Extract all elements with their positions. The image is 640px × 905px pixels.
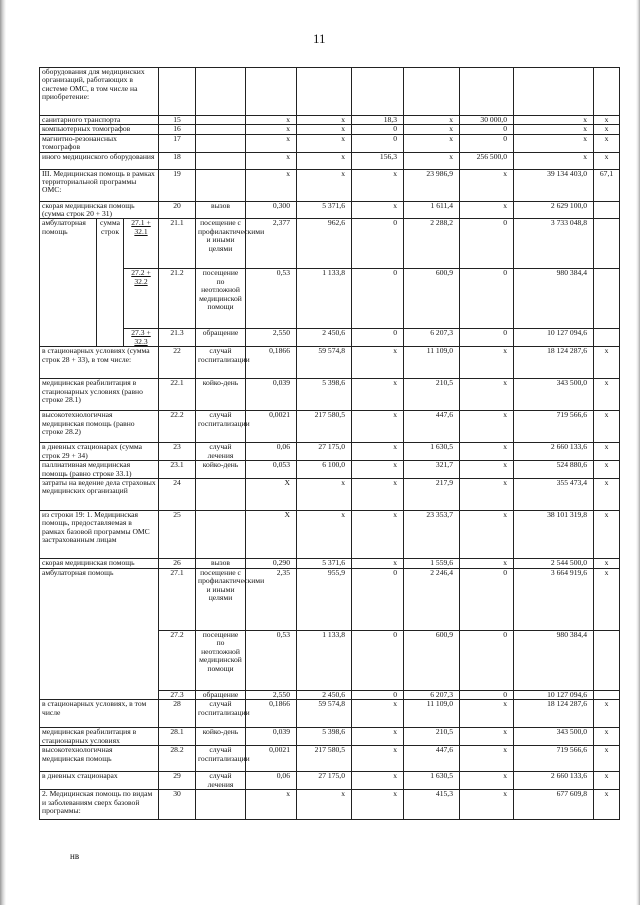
value-c6: 980 384,4 xyxy=(514,631,594,691)
value-c4: 23 353,7 xyxy=(404,511,460,559)
row-label: затраты на ведение дела страховых медицинских организаций xyxy=(40,479,159,511)
value-c3: x xyxy=(352,201,404,219)
row-label: иного медицинского оборудования xyxy=(40,152,159,169)
row-reference: 27.2 + 32.2 xyxy=(124,269,159,329)
value-c6: x xyxy=(514,116,594,125)
value-c7: x xyxy=(594,152,620,169)
row-number xyxy=(159,68,196,116)
value-c4: 321,7 xyxy=(404,461,460,479)
value-c5: 0 xyxy=(460,569,514,631)
value-c5: 256 500,0 xyxy=(460,152,514,169)
value-c3: x xyxy=(352,559,404,569)
value-c5: x xyxy=(460,479,514,511)
table-row xyxy=(40,728,620,746)
unit-of-measure xyxy=(196,152,246,169)
value-c3: 0 xyxy=(352,329,404,347)
unit-of-measure: обращение xyxy=(196,691,246,700)
value-c1: 2,35 xyxy=(246,569,297,631)
value-c7 xyxy=(594,269,620,329)
value-c3: x xyxy=(352,169,404,201)
table-row xyxy=(40,134,620,152)
unit-of-measure: вызов xyxy=(196,559,246,569)
row-number: 21.3 xyxy=(159,329,196,347)
value-c1: 0,1866 xyxy=(246,700,297,728)
row-label: скорая медицинская помощь xyxy=(40,559,159,569)
row-number: 22 xyxy=(159,347,196,379)
value-c7: x xyxy=(594,461,620,479)
value-c5 xyxy=(460,68,514,116)
value-c3 xyxy=(352,68,404,116)
table-row xyxy=(40,479,620,511)
value-c3: 0 xyxy=(352,134,404,152)
value-c1: 0,0021 xyxy=(246,411,297,443)
row-number: 15 xyxy=(159,116,196,125)
value-c4: 210,5 xyxy=(404,379,460,411)
value-c3: 156,3 xyxy=(352,152,404,169)
row-label: в стационарных условиях (сумма строк 28 + 33), в том числе: xyxy=(40,347,159,379)
row-number: 30 xyxy=(159,790,196,820)
value-c1: 0,06 xyxy=(246,443,297,461)
row-reference: 27.3 + 32.3 xyxy=(124,329,159,347)
value-c2: 59 574,8 xyxy=(297,347,352,379)
value-c4: 217,9 xyxy=(404,479,460,511)
unit-of-measure xyxy=(196,169,246,201)
table-row xyxy=(40,329,620,347)
value-c3: 0 xyxy=(352,569,404,631)
value-c7: x xyxy=(594,411,620,443)
row-number: 23 xyxy=(159,443,196,461)
table-row xyxy=(40,347,620,379)
value-c5: x xyxy=(460,379,514,411)
value-c3: x xyxy=(352,772,404,790)
value-c7: x xyxy=(594,116,620,125)
value-c3: x xyxy=(352,511,404,559)
value-c4: 1 630,5 xyxy=(404,443,460,461)
value-c6: x xyxy=(514,125,594,134)
unit-of-measure xyxy=(196,68,246,116)
value-c3: 0 xyxy=(352,125,404,134)
value-c6: 18 124 287,6 xyxy=(514,347,594,379)
row-number: 27.3 xyxy=(159,691,196,700)
value-c1: 2,550 xyxy=(246,691,297,700)
unit-of-measure xyxy=(196,511,246,559)
row-label: высокотехнологичная медицинская помощь xyxy=(40,746,159,772)
value-c4: 600,9 xyxy=(404,631,460,691)
row-number: 18 xyxy=(159,152,196,169)
ambulatory-label: амбулаторная помощь xyxy=(40,219,97,347)
row-number: 28.1 xyxy=(159,728,196,746)
value-c3: x xyxy=(352,461,404,479)
value-c5: x xyxy=(460,169,514,201)
row-number: 17 xyxy=(159,134,196,152)
value-c2: x xyxy=(297,134,352,152)
row-label: высокотехнологичная медицинская помощь (равно строке 28.2) xyxy=(40,411,159,443)
value-c2: 962,6 xyxy=(297,219,352,269)
value-c1: 0,039 xyxy=(246,379,297,411)
value-c4: 447,6 xyxy=(404,746,460,772)
row-label: медицинская реабилитация в стационарных условиях (равно строке 28.1) xyxy=(40,379,159,411)
row-number: 27.1 xyxy=(159,569,196,631)
table-row xyxy=(40,269,620,329)
unit-of-measure: посещение с профилактическими и иными целями xyxy=(196,569,246,631)
value-c2: 27 175,0 xyxy=(297,772,352,790)
table-row xyxy=(40,411,620,443)
value-c7: x xyxy=(594,443,620,461)
table-row xyxy=(40,68,620,116)
row-number: 29 xyxy=(159,772,196,790)
table-row xyxy=(40,559,620,569)
table-row xyxy=(40,169,620,201)
unit-of-measure xyxy=(196,479,246,511)
value-c7: x xyxy=(594,379,620,411)
value-c7: x xyxy=(594,569,620,631)
value-c1: 0,1866 xyxy=(246,347,297,379)
value-c2: 1 133,8 xyxy=(297,269,352,329)
value-c5: x xyxy=(460,411,514,443)
row-number: 25 xyxy=(159,511,196,559)
value-c7: x xyxy=(594,347,620,379)
table-row xyxy=(40,569,620,631)
row-number: 22.1 xyxy=(159,379,196,411)
value-c6: 719 566,6 xyxy=(514,411,594,443)
value-c6: 524 880,6 xyxy=(514,461,594,479)
value-c1: 2,550 xyxy=(246,329,297,347)
row-number: 24 xyxy=(159,479,196,511)
value-c1: x xyxy=(246,116,297,125)
unit-of-measure: случай госпитализации xyxy=(196,411,246,443)
value-c5: 0 xyxy=(460,269,514,329)
value-c5: 0 xyxy=(460,329,514,347)
row-label: санитарного транспорта xyxy=(40,116,159,125)
row-label: компьютерных томографов xyxy=(40,125,159,134)
value-c6: 719 566,6 xyxy=(514,746,594,772)
value-c1: X xyxy=(246,479,297,511)
value-c7: x xyxy=(594,700,620,728)
value-c6: 38 101 319,8 xyxy=(514,511,594,559)
value-c2: 217 580,5 xyxy=(297,746,352,772)
value-c7: x xyxy=(594,790,620,820)
scan-edge-left xyxy=(0,0,6,905)
value-c7: x xyxy=(594,134,620,152)
value-c4: 11 109,0 xyxy=(404,700,460,728)
table-row xyxy=(40,700,620,728)
value-c7: x xyxy=(594,772,620,790)
value-c4: 415,3 xyxy=(404,790,460,820)
value-c3: x xyxy=(352,411,404,443)
table-row xyxy=(40,772,620,790)
row-reference: 27.1 + 32.1 xyxy=(124,219,159,269)
table-row xyxy=(40,511,620,559)
value-c7 xyxy=(594,329,620,347)
value-c2: x xyxy=(297,116,352,125)
row-label: медицинская реабилитация в стационарных условиях xyxy=(40,728,159,746)
table-row xyxy=(40,461,620,479)
value-c6: 39 134 403,0 xyxy=(514,169,594,201)
unit-of-measure: случай госпитализации xyxy=(196,347,246,379)
value-c3: 0 xyxy=(352,219,404,269)
row-number: 16 xyxy=(159,125,196,134)
value-c6: 343 500,0 xyxy=(514,728,594,746)
value-c2: 59 574,8 xyxy=(297,700,352,728)
value-c3: x xyxy=(352,443,404,461)
unit-of-measure xyxy=(196,134,246,152)
value-c3: x xyxy=(352,728,404,746)
value-c2: x xyxy=(297,790,352,820)
value-c6: 18 124 287,6 xyxy=(514,700,594,728)
value-c5: x xyxy=(460,790,514,820)
row-number: 22.2 xyxy=(159,411,196,443)
value-c1: 0,0021 xyxy=(246,746,297,772)
value-c2: 27 175,0 xyxy=(297,443,352,461)
value-c5: x xyxy=(460,201,514,219)
value-c1: 0,300 xyxy=(246,201,297,219)
value-c2: 1 133,8 xyxy=(297,631,352,691)
value-c5: x xyxy=(460,728,514,746)
value-c2: 5 398,6 xyxy=(297,728,352,746)
value-c6 xyxy=(514,68,594,116)
value-c3: 0 xyxy=(352,631,404,691)
value-c5: 0 xyxy=(460,631,514,691)
value-c7: x xyxy=(594,746,620,772)
value-c3: x xyxy=(352,790,404,820)
value-c7: x xyxy=(594,125,620,134)
value-c5: x xyxy=(460,700,514,728)
row-label: III. Медицинская помощь в рамках территориальной программы ОМС: xyxy=(40,169,159,201)
footer-mark: нв xyxy=(70,851,80,861)
value-c3: x xyxy=(352,479,404,511)
table-row xyxy=(40,201,620,219)
value-c5: x xyxy=(460,347,514,379)
row-label: в стационарных условиях, в том числе xyxy=(40,700,159,728)
value-c2: 5 371,6 xyxy=(297,559,352,569)
program-cost-table xyxy=(39,67,620,820)
row-label: паллиативная медицинская помощь (равно строке 33.1) xyxy=(40,461,159,479)
value-c1: 0,053 xyxy=(246,461,297,479)
unit-of-measure: случай лечения xyxy=(196,443,246,461)
unit-of-measure xyxy=(196,125,246,134)
value-c4: 6 207,3 xyxy=(404,691,460,700)
value-c2 xyxy=(297,68,352,116)
value-c7: 67,1 xyxy=(594,169,620,201)
value-c6: 2 660 133,6 xyxy=(514,443,594,461)
row-number: 20 xyxy=(159,201,196,219)
sum-of-rows-label: сумма строк xyxy=(97,219,124,347)
value-c2: 6 100,0 xyxy=(297,461,352,479)
value-c4: 11 109,0 xyxy=(404,347,460,379)
table-row xyxy=(40,746,620,772)
value-c4: 600,9 xyxy=(404,269,460,329)
unit-of-measure: койко-день xyxy=(196,461,246,479)
value-c7 xyxy=(594,201,620,219)
value-c1 xyxy=(246,68,297,116)
value-c5: 0 xyxy=(460,125,514,134)
value-c3: 0 xyxy=(352,691,404,700)
value-c4: 23 986,9 xyxy=(404,169,460,201)
row-label: скорая медицинская помощь (сумма строк 20 + 31) xyxy=(40,201,159,219)
table-row xyxy=(40,379,620,411)
value-c2: 955,9 xyxy=(297,569,352,631)
value-c4 xyxy=(404,68,460,116)
value-c4: x xyxy=(404,125,460,134)
row-label: оборудования для медицинских организаций, работающих в системе ОМС, в том числе на приобретение: xyxy=(40,68,159,116)
value-c2: x xyxy=(297,152,352,169)
unit-of-measure: посещение по неотложной медицинской помощи xyxy=(196,269,246,329)
value-c1: 0,06 xyxy=(246,772,297,790)
unit-of-measure: случай госпитализации xyxy=(196,700,246,728)
table-row xyxy=(40,125,620,134)
value-c2: x xyxy=(297,479,352,511)
value-c5: 0 xyxy=(460,134,514,152)
row-number: 26 xyxy=(159,559,196,569)
value-c7: x xyxy=(594,728,620,746)
unit-of-measure: случай лечения xyxy=(196,772,246,790)
row-number: 19 xyxy=(159,169,196,201)
row-label: амбулаторная помощь xyxy=(40,569,159,700)
value-c4: 2 288,2 xyxy=(404,219,460,269)
value-c1: X xyxy=(246,511,297,559)
value-c1: 0,039 xyxy=(246,728,297,746)
value-c1: x xyxy=(246,134,297,152)
row-label: в дневных стационарах (сумма строк 29 + 34) xyxy=(40,443,159,461)
value-c4: 1 559,6 xyxy=(404,559,460,569)
value-c3: x xyxy=(352,379,404,411)
value-c1: 0,53 xyxy=(246,269,297,329)
table-row xyxy=(40,152,620,169)
row-label: 2. Медицинская помощь по видам и заболеваниям сверх базовой программы: xyxy=(40,790,159,820)
value-c1: 0,53 xyxy=(246,631,297,691)
value-c1: x xyxy=(246,152,297,169)
value-c7: x xyxy=(594,511,620,559)
unit-of-measure: вызов xyxy=(196,201,246,219)
table-row xyxy=(40,790,620,820)
value-c6: 980 384,4 xyxy=(514,269,594,329)
scan-edge-right xyxy=(636,0,640,905)
value-c2: x xyxy=(297,169,352,201)
value-c3: x xyxy=(352,746,404,772)
value-c7: x xyxy=(594,479,620,511)
row-label: в дневных стационарах xyxy=(40,772,159,790)
value-c4: 2 246,4 xyxy=(404,569,460,631)
value-c6: 10 127 094,6 xyxy=(514,329,594,347)
value-c6: x xyxy=(514,152,594,169)
row-label: из строки 19: 1. Медицинская помощь, предоставляемая в рамках базовой программы ОМС застрахованным лицам xyxy=(40,511,159,559)
value-c2: x xyxy=(297,125,352,134)
value-c5: 30 000,0 xyxy=(460,116,514,125)
value-c4: x xyxy=(404,134,460,152)
value-c6: 2 629 100,0 xyxy=(514,201,594,219)
unit-of-measure: койко-день xyxy=(196,379,246,411)
value-c4: 447,6 xyxy=(404,411,460,443)
value-c2: 5 398,6 xyxy=(297,379,352,411)
unit-of-measure: посещение по неотложной медицинской помощи xyxy=(196,631,246,691)
value-c5: 0 xyxy=(460,691,514,700)
value-c7: x xyxy=(594,559,620,569)
value-c5: x xyxy=(460,511,514,559)
page-number: 11 xyxy=(313,31,326,46)
value-c5: x xyxy=(460,461,514,479)
value-c7 xyxy=(594,219,620,269)
value-c2: x xyxy=(297,511,352,559)
value-c1: 2,377 xyxy=(246,219,297,269)
value-c4: x xyxy=(404,116,460,125)
value-c2: 2 450,6 xyxy=(297,329,352,347)
value-c3: 18,3 xyxy=(352,116,404,125)
value-c7 xyxy=(594,68,620,116)
row-number: 28 xyxy=(159,700,196,728)
row-number: 27.2 xyxy=(159,631,196,691)
unit-of-measure xyxy=(196,116,246,125)
unit-of-measure: обращение xyxy=(196,329,246,347)
value-c6: 3 664 919,6 xyxy=(514,569,594,631)
value-c2: 217 580,5 xyxy=(297,411,352,443)
value-c4: x xyxy=(404,152,460,169)
value-c6: 677 609,8 xyxy=(514,790,594,820)
value-c3: 0 xyxy=(352,269,404,329)
value-c7 xyxy=(594,631,620,691)
value-c5: x xyxy=(460,772,514,790)
row-number: 23.1 xyxy=(159,461,196,479)
row-number: 21.1 xyxy=(159,219,196,269)
value-c1: x xyxy=(246,125,297,134)
row-label: магнитно-резонансных томографов xyxy=(40,134,159,152)
value-c6: 2 544 500,0 xyxy=(514,559,594,569)
value-c5: x xyxy=(460,559,514,569)
value-c4: 210,5 xyxy=(404,728,460,746)
unit-of-measure: случай госпитализации xyxy=(196,746,246,772)
value-c3: x xyxy=(352,347,404,379)
table-row xyxy=(40,219,620,269)
unit-of-measure xyxy=(196,790,246,820)
row-number: 28.2 xyxy=(159,746,196,772)
value-c6: 10 127 094,6 xyxy=(514,691,594,700)
value-c4: 1 611,4 xyxy=(404,201,460,219)
value-c5: 0 xyxy=(460,219,514,269)
value-c3: x xyxy=(352,700,404,728)
row-number: 21.2 xyxy=(159,269,196,329)
value-c6: 2 660 133,6 xyxy=(514,772,594,790)
unit-of-measure: койко-день xyxy=(196,728,246,746)
value-c1: x xyxy=(246,790,297,820)
value-c1: 0,290 xyxy=(246,559,297,569)
value-c4: 6 207,3 xyxy=(404,329,460,347)
value-c5: x xyxy=(460,443,514,461)
unit-of-measure: посещение с профилактическими и иными целями xyxy=(196,219,246,269)
table-row xyxy=(40,443,620,461)
value-c6: 343 500,0 xyxy=(514,379,594,411)
value-c1: x xyxy=(246,169,297,201)
value-c2: 2 450,6 xyxy=(297,691,352,700)
value-c6: 3 733 048,8 xyxy=(514,219,594,269)
value-c5: x xyxy=(460,746,514,772)
value-c4: 1 630,5 xyxy=(404,772,460,790)
value-c6: 355 473,4 xyxy=(514,479,594,511)
value-c6: x xyxy=(514,134,594,152)
value-c2: 5 371,6 xyxy=(297,201,352,219)
